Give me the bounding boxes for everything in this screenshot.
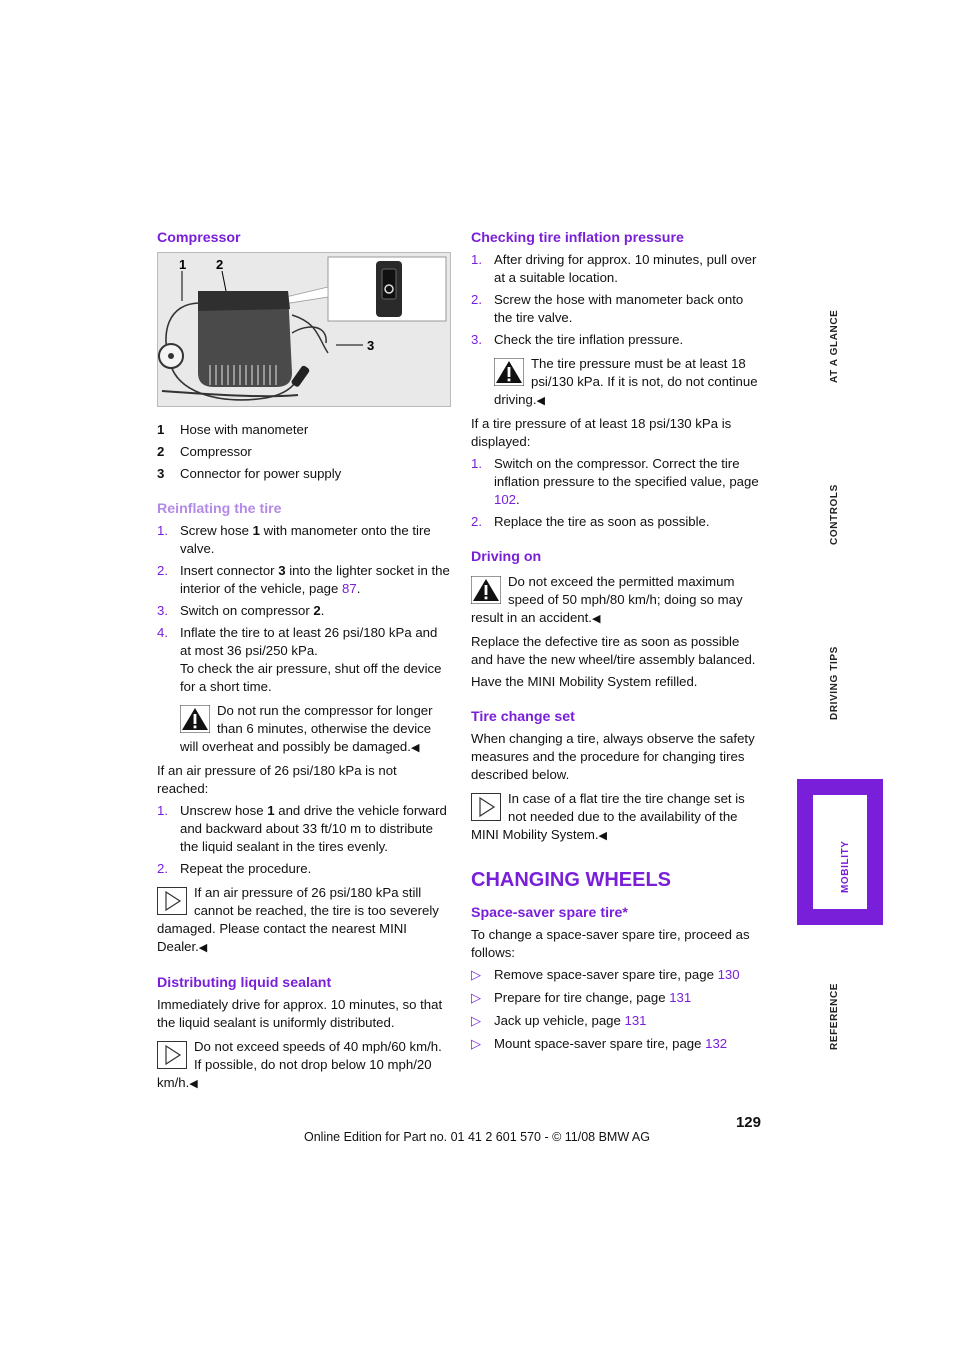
- list-item: 1. Switch on the compressor. Correct the tire inflation pressure to the specified value, page 102.: [471, 456, 759, 507]
- page-link[interactable]: 131: [624, 1013, 647, 1028]
- distributing-heading: Distributing liquid sealant: [157, 975, 332, 991]
- page-link[interactable]: 130: [717, 967, 740, 982]
- list-item: 1. Screw hose 1 with manometer onto the tire valve.: [157, 523, 431, 556]
- spare-tire-heading: Space-saver spare tire*: [471, 905, 628, 921]
- reinflating-heading: Reinflating the tire: [157, 501, 282, 517]
- figure-label-2: 2: [216, 257, 224, 272]
- not-reached-text: If an air pressure of 26 psi/180 kPa is not reached:: [157, 763, 397, 796]
- list-item: ▷ Jack up vehicle, page 131: [471, 1013, 647, 1028]
- figure-legend: [157, 421, 451, 483]
- end-mark-icon: ◀: [189, 1078, 198, 1090]
- figure-label-1: 1: [179, 257, 187, 272]
- side-tab-mobility[interactable]: [797, 779, 883, 925]
- end-mark-icon: ◀: [410, 742, 420, 754]
- end-mark-icon: ◀: [591, 613, 601, 625]
- list-item: 3. Check the tire inflation pressure.: [471, 332, 684, 347]
- list-item: 2. Insert connector 3 into the lighter socket in the interior of the vehicle, page 87.: [157, 563, 450, 596]
- page-link[interactable]: 132: [705, 1036, 728, 1051]
- left-column: [157, 228, 451, 1098]
- warning-icon: [180, 705, 210, 733]
- legend-item: 3 Connector for power supply: [157, 466, 342, 481]
- play-note-icon: [471, 793, 501, 821]
- figure-label-3: 3: [367, 338, 375, 353]
- legend-item: 2 Compressor: [157, 444, 252, 459]
- page-link[interactable]: 131: [669, 990, 692, 1005]
- checking-heading: Checking tire inflation pressure: [471, 230, 684, 246]
- checking-steps: [471, 251, 763, 349]
- list-item: 4. Inflate the tire to at least 26 psi/180 kPa and at most 36 psi/250 kPa. To check the air pressure, shut off the device for a short time.: [157, 625, 442, 694]
- footer: Online Edition for Part no. 01 41 2 601 570 - © 11/08 BMW AG: [304, 1130, 650, 1144]
- list-item: ▷ Prepare for tire change, page 131: [471, 990, 692, 1005]
- list-item: 2. Replace the tire as soon as possible.: [471, 514, 710, 529]
- tire-change-text: When changing a tire, always observe the safety measures and the procedure for changing tires described below.: [471, 731, 755, 782]
- driving-on-heading: Driving on: [471, 549, 542, 565]
- replace-text: Replace the defective tire as soon as possible and have the new wheel/tire assembly balanced.: [471, 634, 756, 667]
- play-note-icon: [157, 1041, 187, 1069]
- info-note: If an air pressure of 26 psi/180 kPa still cannot be reached, the tire is too severely damaged. Please contact the nearest MINI Dealer.◀: [157, 885, 439, 954]
- list-item: 1. After driving for approx. 10 minutes, pull over at a suitable location.: [471, 252, 757, 285]
- list-item: 2. Screw the hose with manometer back onto the tire valve.: [471, 292, 744, 325]
- displayed-steps: [471, 455, 763, 531]
- arrow-bullet-icon: ▷: [471, 990, 482, 1005]
- compressor-illustration: [158, 253, 450, 406]
- play-note-icon: [157, 887, 187, 915]
- list-item: ▷ Mount space-saver spare tire, page 132: [471, 1036, 728, 1051]
- end-mark-icon: ◀: [536, 395, 545, 407]
- list-item: ▷ Remove space-saver spare tire, page 130: [471, 967, 740, 982]
- tire-change-heading: Tire change set: [471, 709, 575, 725]
- right-column: [471, 228, 763, 1058]
- not-reached-steps: [157, 802, 451, 878]
- warning-note: Do not exceed the permitted maximum speed of 50 mph/80 km/h; doing so may result in an accident.◀: [471, 574, 743, 625]
- side-tab-mobility-label: MOBILITY: [840, 840, 851, 893]
- distributing-text: Immediately drive for approx. 10 minutes, so that the liquid sealant is uniformly distributed.: [157, 997, 443, 1030]
- reinflating-steps: [157, 522, 451, 696]
- warning-note: Do not run the compressor for longer than 6 minutes, otherwise the device will overheat and possibly be damaged.◀: [180, 703, 433, 754]
- list-item: 2. Repeat the procedure.: [157, 861, 312, 876]
- compressor-figure: [157, 252, 451, 407]
- spare-intro: To change a space-saver spare tire, proceed as follows:: [471, 927, 750, 960]
- refill-text: Have the MINI Mobility System refilled.: [471, 674, 698, 689]
- list-item: 3. Switch on compressor 2.: [157, 603, 325, 618]
- page-number: 129: [735, 1114, 761, 1131]
- legend-item: 1 Hose with manometer: [157, 422, 309, 437]
- page-link[interactable]: 102: [494, 492, 517, 507]
- warning-icon: [471, 576, 501, 604]
- list-item: 1. Unscrew hose 1 and drive the vehicle forward and backward about 33 ft/10 m to distribute the liquid sealant in the tires evenly.: [157, 803, 447, 854]
- arrow-bullet-icon: ▷: [471, 967, 482, 982]
- compressor-heading: Compressor: [157, 230, 241, 246]
- arrow-bullet-icon: ▷: [471, 1013, 482, 1028]
- arrow-bullet-icon: ▷: [471, 1036, 482, 1051]
- page-link[interactable]: 87: [342, 581, 357, 596]
- displayed-text: If a tire pressure of at least 18 psi/130 kPa is displayed:: [471, 416, 732, 449]
- changing-wheels-title: CHANGING WHEELS: [471, 869, 671, 891]
- warning-icon: [494, 358, 524, 386]
- end-mark-icon: ◀: [198, 942, 208, 954]
- info-note: In case of a flat tire the tire change set is not needed due to the availability of the MINI Mobility System.◀: [471, 791, 745, 842]
- end-mark-icon: ◀: [598, 830, 607, 842]
- info-note: Do not exceed speeds of 40 mph/60 km/h. If possible, do not drop below 10 mph/20 km/h.◀: [157, 1039, 442, 1090]
- spare-steps: [471, 966, 763, 1053]
- warning-note: The tire pressure must be at least 18 psi/130 kPa. If it is not, do not continue driving.◀: [494, 356, 758, 407]
